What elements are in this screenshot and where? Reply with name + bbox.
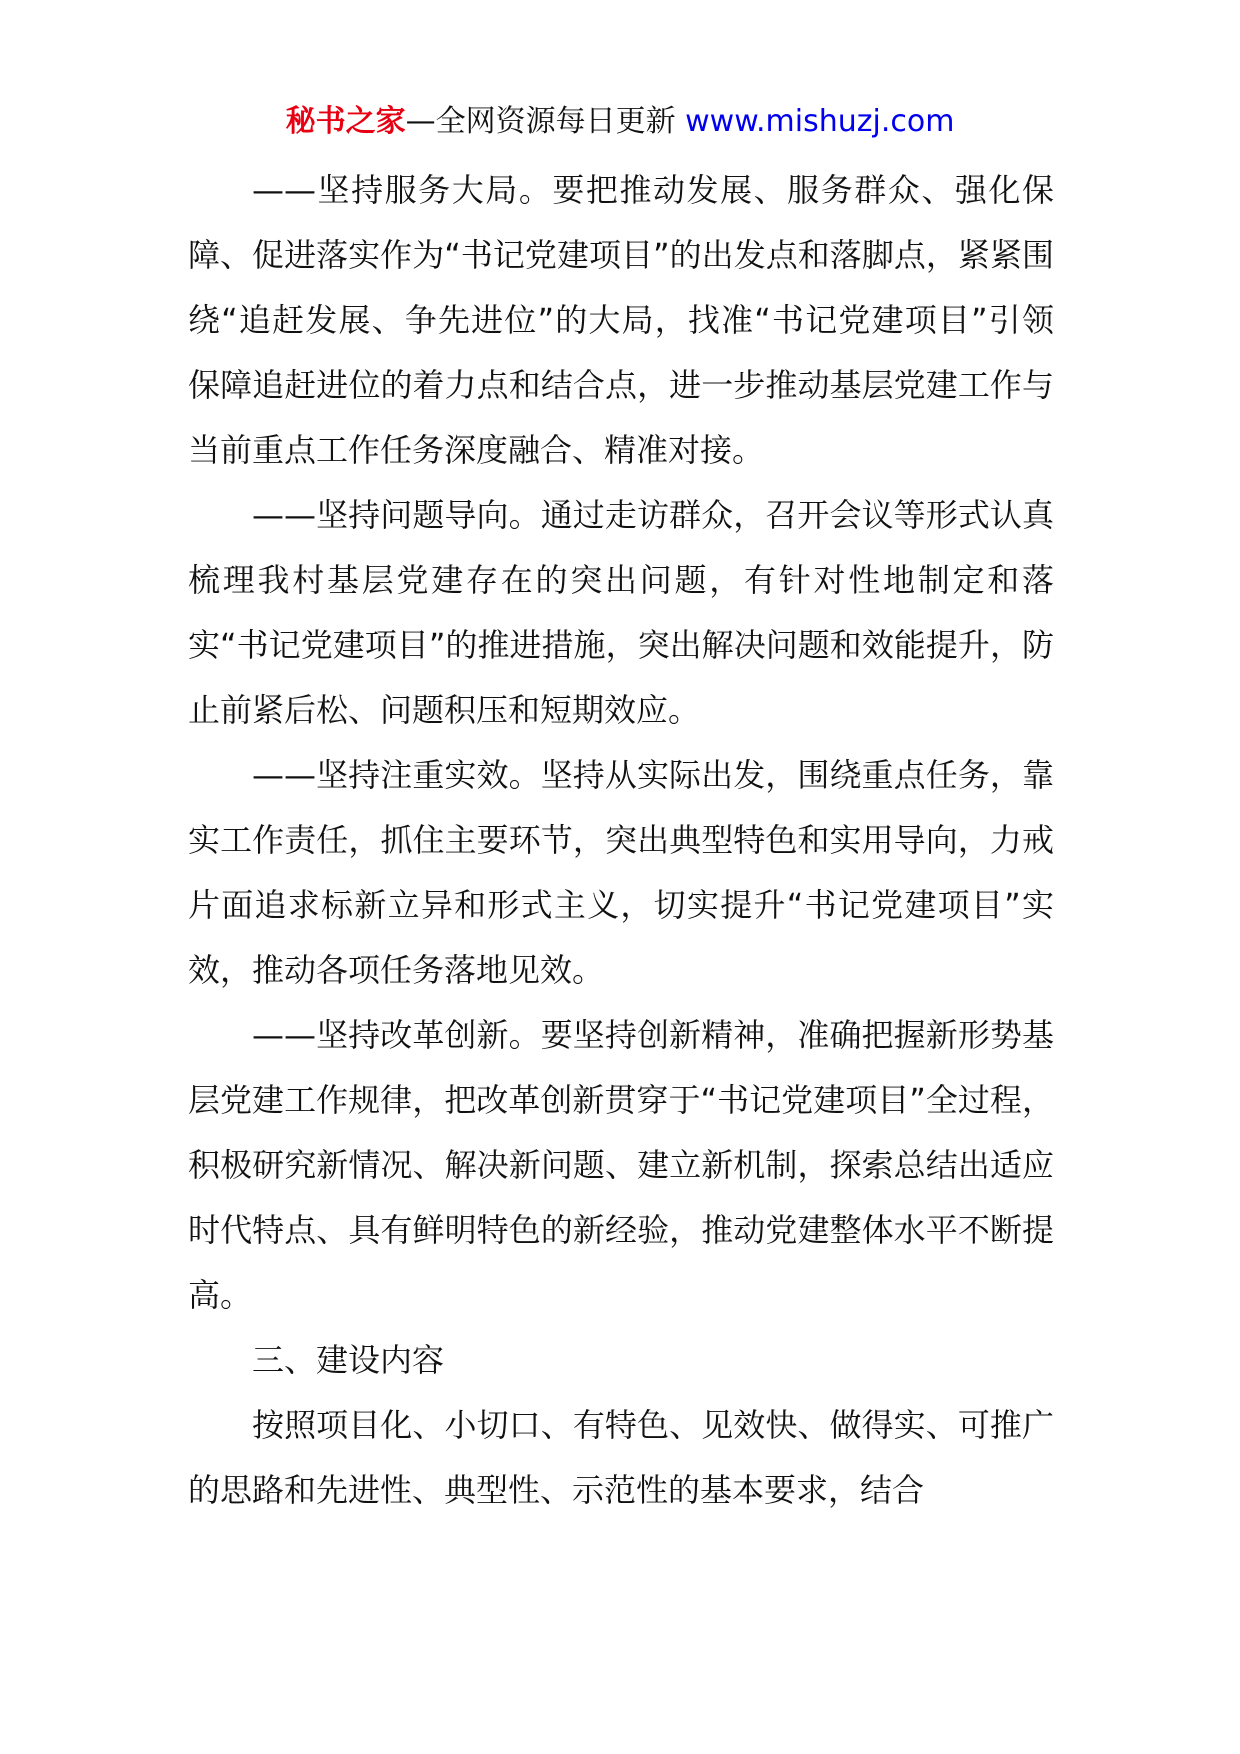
section-heading-construction-content: 三、建设内容 — [252, 1341, 445, 1379]
paragraph-serve-overall: ——坚持服务大局。要把推动发展、服务群众、强化保障、促进落实作为“书记党建项目”的出发点和落脚点，紧紧围绕“追赶发展、争先进位”的大局，找准“书记党建项目”引领保障追赶进位的着力点和结合点，进一步推动基层党建工作与当前重点工作任务深度融合、精准对接。 — [188, 171, 1054, 469]
paragraph-construction-content: 按照项目化、小切口、有特色、见效快、做得实、可推广的思路和先进性、典型性、示范性的基本要求，结合 — [188, 1406, 1054, 1509]
brand-name: 秘书之家 — [285, 104, 406, 139]
document-body — [188, 158, 1054, 1523]
paragraph-practical-results: ——坚持注重实效。坚持从实际出发，围绕重点任务，靠实工作责任，抓住主要环节，突出典型特色和实用导向，力戒片面追求标新立异和形式主义，切实提升“书记党建项目”实效，推动各项任务落地见效。 — [188, 756, 1054, 989]
page-header — [0, 102, 1240, 142]
paragraph-problem-oriented: ——坚持问题导向。通过走访群众，召开会议等形式认真梳理我村基层党建存在的突出问题，有针对性地制定和落实“书记党建项目”的推进措施，突出解决问题和效能提升，防止前紧后松、问题积压和短期效应。 — [188, 496, 1054, 729]
site-url-link[interactable]: www.mishuzj.com — [685, 104, 955, 139]
paragraph-reform-innovation: ——坚持改革创新。要坚持创新精神，准确把握新形势基层党建工作规律，把改革创新贯穿于“书记党建项目”全过程，积极研究新情况、解决新问题、建立新机制，探索总结出适应时代特点、具有鲜明特色的新经验，推动党建整体水平不断提高。 — [188, 1016, 1054, 1314]
header-tagline: —全网资源每日更新 — [405, 104, 686, 139]
